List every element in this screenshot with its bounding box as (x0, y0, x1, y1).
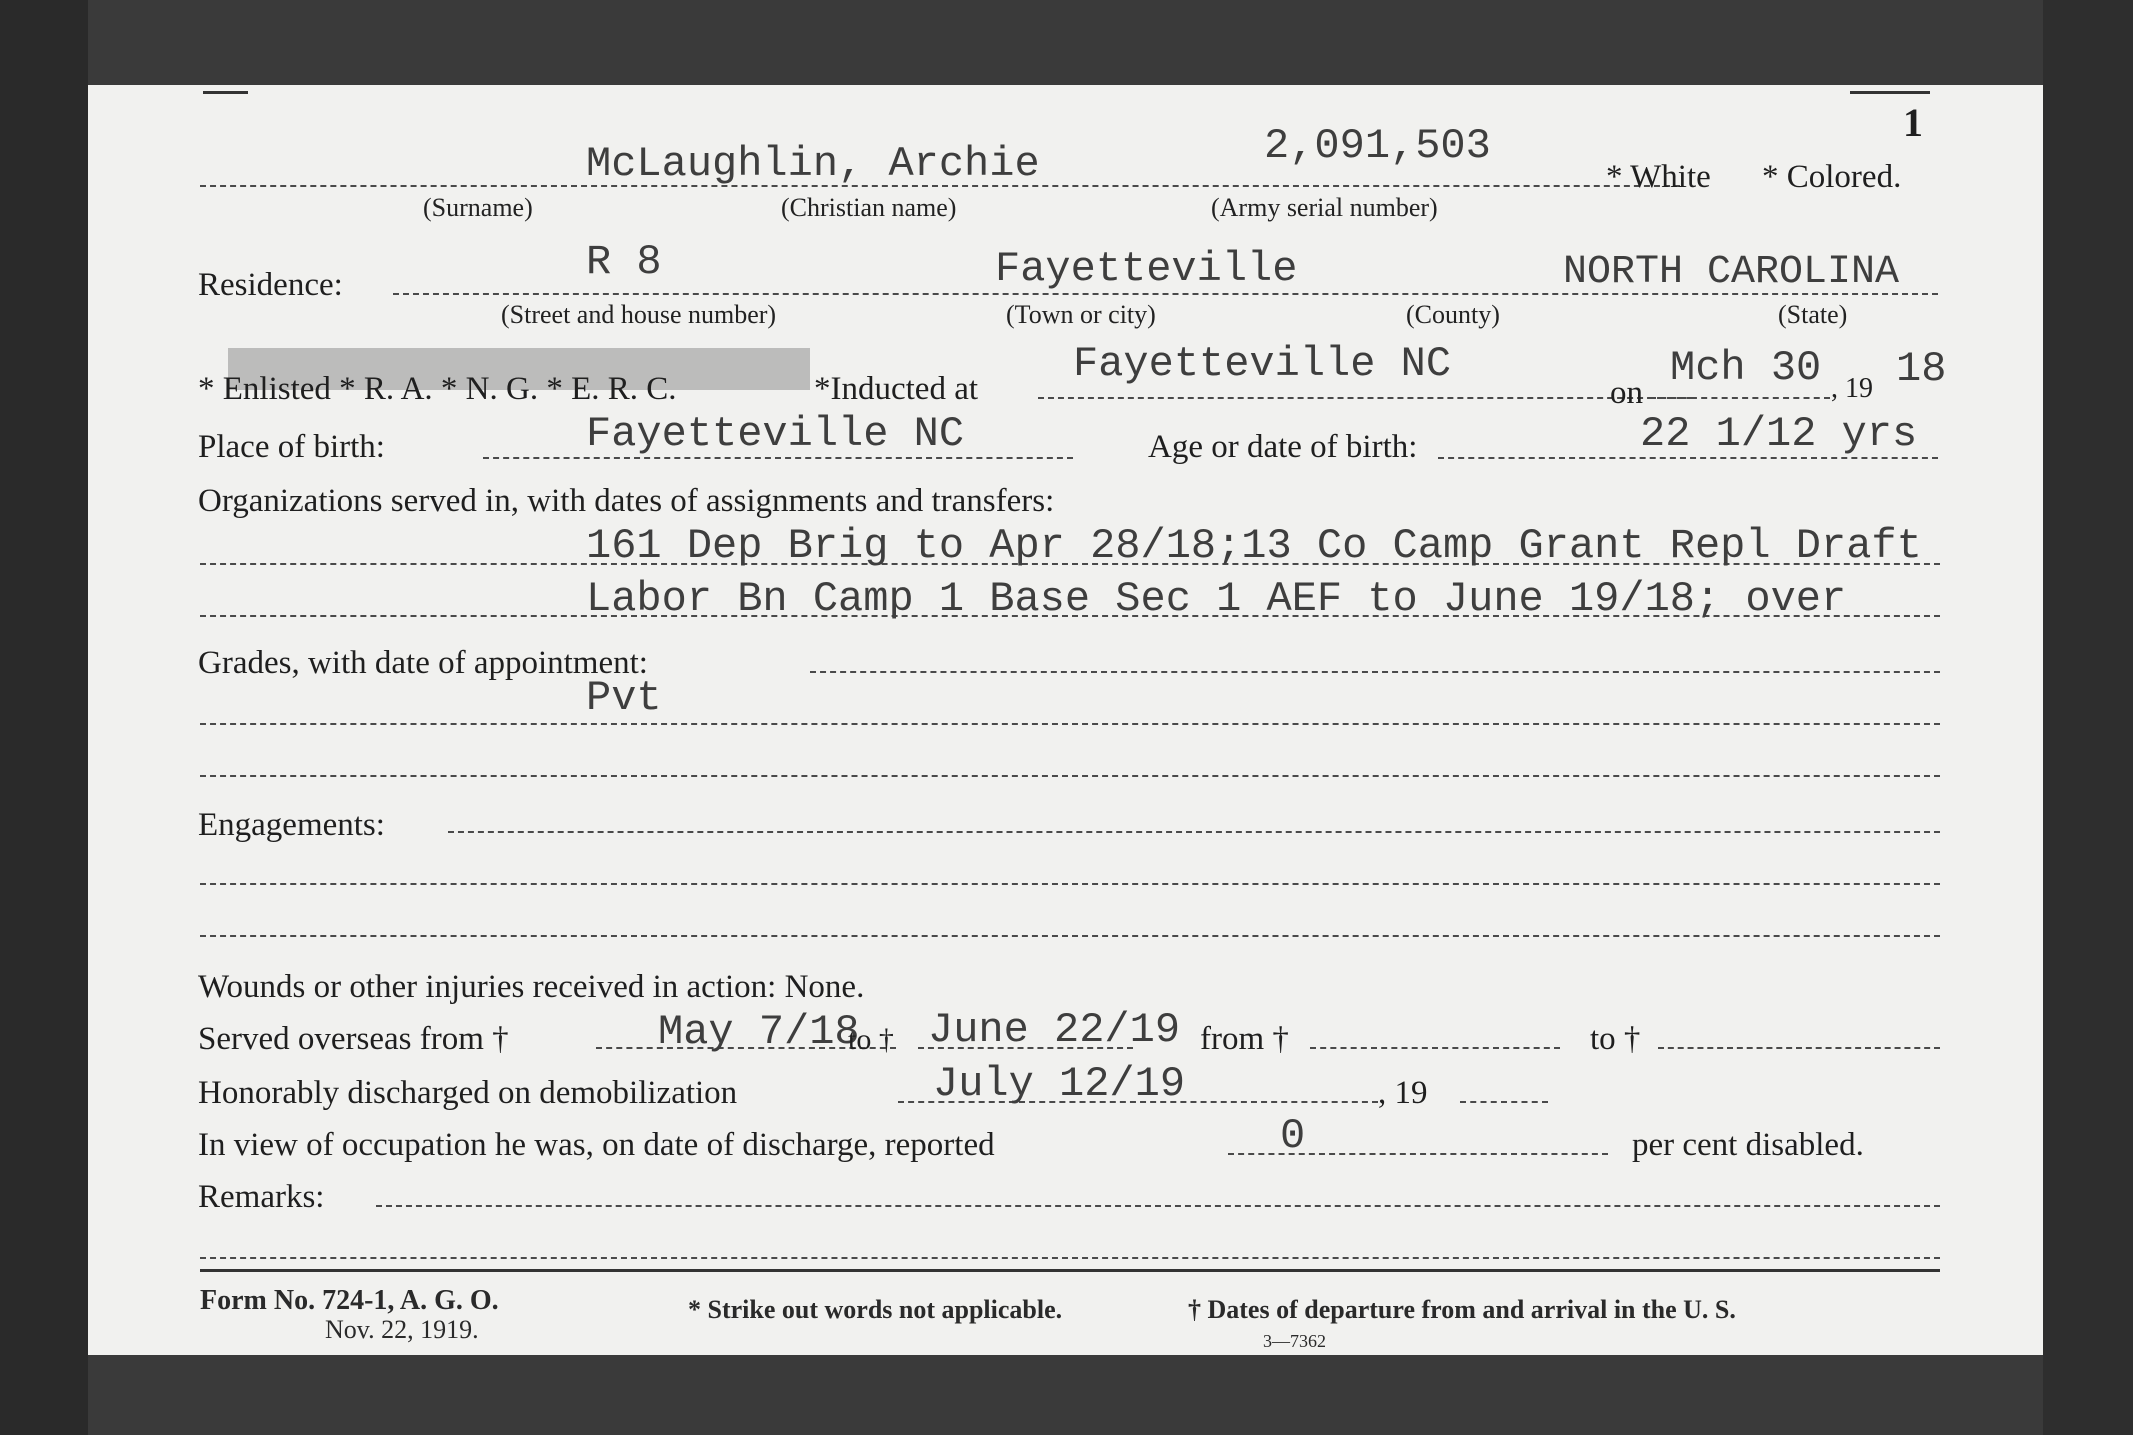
town-caption: (Town or city) (1006, 300, 1156, 329)
typed-discharge-date: July 12/19 (933, 1060, 1186, 1108)
typed-grade: Pvt (586, 674, 662, 722)
typed-state: NORTH CAROLINA (1563, 250, 1900, 295)
typed-serial-number: 2,091,503 (1264, 122, 1491, 170)
second-from-line (1310, 1047, 1560, 1049)
discharge-year-prefix: , 19 (1378, 1075, 1428, 1111)
scan-border-right (2043, 0, 2133, 1435)
inducted-line (1038, 397, 1693, 399)
christian-name-caption: (Christian name) (781, 193, 957, 222)
from-label: from † (1200, 1021, 1289, 1057)
street-caption: (Street and house number) (501, 300, 777, 329)
per-cent-disabled-label: per cent disabled. (1632, 1127, 1864, 1163)
state-caption: (State) (1778, 300, 1848, 329)
typed-age: 22 1/12 yrs (1640, 410, 1918, 458)
typed-induction-date: Mch 30 (1670, 344, 1822, 392)
typed-overseas-from: May 7/18 (658, 1008, 860, 1056)
inducted-label: *Inducted at (814, 371, 979, 407)
card-number: 1 (1903, 100, 1923, 145)
typed-place-of-birth: Fayetteville NC (586, 410, 965, 458)
top-left-mark (203, 91, 248, 94)
service-record-card (88, 85, 2043, 1355)
form-number: Form No. 724-1, A. G. O. (200, 1285, 499, 1316)
colored-option: * Colored. (1762, 159, 1902, 195)
grades-line-3 (200, 775, 1940, 777)
typed-organization-line-1: 161 Dep Brig to Apr 28/18;13 Co Camp Grant Repl Draft (586, 522, 1922, 570)
typed-name: McLaughlin, Archie (586, 140, 1040, 188)
engagements-line-2 (200, 883, 1940, 885)
dates-note: † Dates of departure from and arrival in the U. S. (1188, 1295, 1736, 1324)
top-right-mark (1850, 91, 1930, 94)
typed-overseas-to: June 22/19 (928, 1006, 1181, 1054)
discharge-year-line (1460, 1101, 1548, 1103)
engagements-label: Engagements: (198, 807, 385, 843)
engagements-line-3 (200, 935, 1940, 937)
wounds-label: Wounds or other injuries received in action: None. (198, 969, 865, 1005)
engagements-line-1 (448, 831, 1940, 833)
grades-label: Grades, with date of appointment: (198, 645, 648, 681)
typed-induction-year: 18 (1896, 345, 1947, 393)
typed-organization-line-2: Labor Bn Camp 1 Base Sec 1 AEF to June 19/18; over (586, 575, 1847, 623)
serial-number-caption: (Army serial number) (1211, 193, 1438, 222)
typed-inducted-at: Fayetteville NC (1073, 340, 1452, 388)
age-label: Age or date of birth: (1148, 429, 1418, 465)
remarks-line-1 (376, 1205, 1940, 1207)
served-overseas-label: Served overseas from † (198, 1021, 509, 1057)
strike-out-note: * Strike out words not applicable. (688, 1295, 1063, 1324)
typed-street: R 8 (586, 238, 662, 286)
white-option: * White (1606, 159, 1711, 195)
to-label-2: to † (1590, 1021, 1641, 1057)
print-code: 3—7362 (1263, 1331, 1326, 1351)
surname-caption: (Surname) (423, 193, 533, 222)
date-line (1650, 397, 1830, 399)
organizations-label: Organizations served in, with dates of assignments and transfers: (198, 483, 1055, 519)
residence-label: Residence: (198, 267, 343, 303)
remarks-line-2 (200, 1257, 1940, 1259)
place-of-birth-label: Place of birth: (198, 429, 385, 465)
typed-town: Fayetteville (995, 245, 1298, 293)
enlisted-options: * Enlisted * R. A. * N. G. * E. R. C. (198, 371, 677, 407)
grades-line-1 (810, 671, 1940, 673)
on-label: on (1610, 375, 1643, 411)
typed-disability-percent: 0 (1280, 1112, 1306, 1160)
county-caption: (County) (1406, 300, 1500, 329)
remarks-label: Remarks: (198, 1179, 325, 1215)
grades-line-2 (200, 723, 1940, 725)
form-date: Nov. 22, 1919. (325, 1315, 479, 1344)
year-prefix: , 19 (1831, 373, 1873, 404)
occupation-view-label: In view of occupation he was, on date of discharge, reported (198, 1127, 995, 1163)
discharge-label: Honorably discharged on demobilization (198, 1075, 738, 1111)
scan-border-left (0, 0, 88, 1435)
footer-rule (200, 1269, 1940, 1272)
second-to-line (1658, 1047, 1940, 1049)
to-label-1: to † (848, 1023, 894, 1056)
